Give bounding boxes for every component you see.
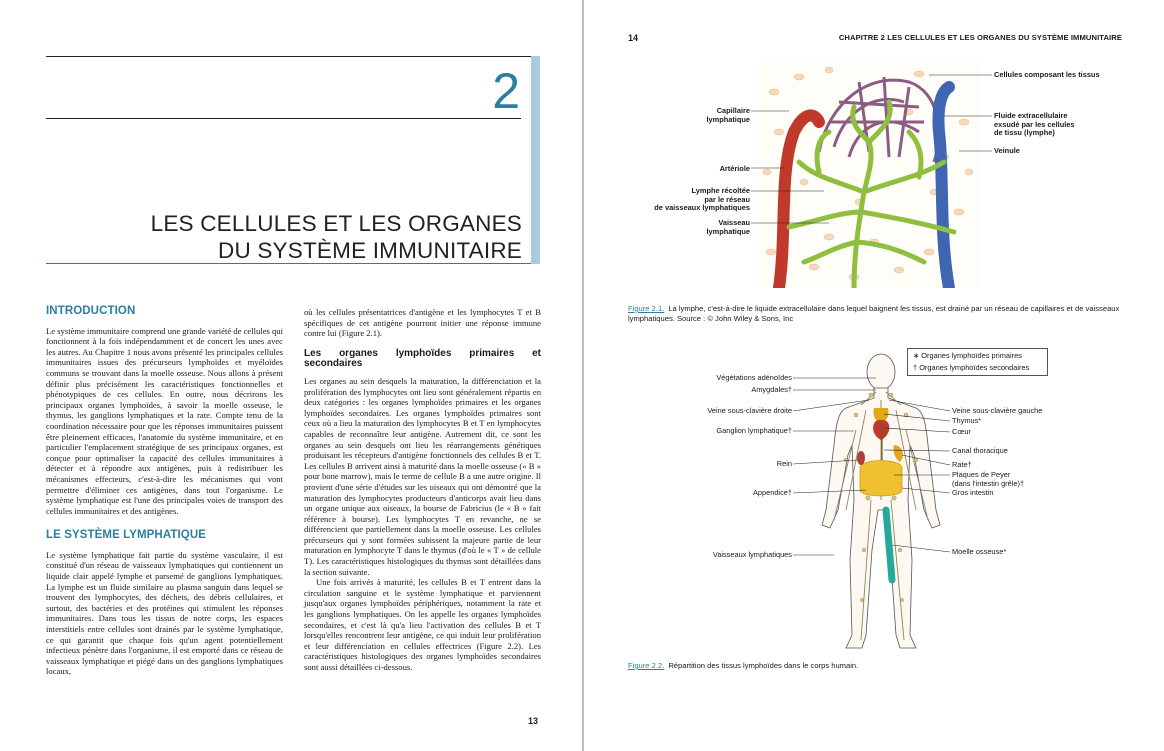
label-vaisseau-lymphatique: Vaisseau lymphatique [706, 218, 750, 236]
chapter-title [151, 210, 522, 264]
organs-heading: Les organes lymphoïdes primaires et secondaires [304, 347, 541, 370]
label-arteriole: Artériole [719, 164, 750, 173]
figure-2-2-leader-lines [584, 0, 1164, 700]
chapter-accent-bar [531, 56, 540, 264]
label-vegetations: Végétations adénoïdes [716, 373, 792, 382]
legend-secondary: † Organes lymphoïdes secondaires [913, 363, 1030, 372]
lymph-heading: LE SYSTÈME LYMPHATIQUE [46, 529, 207, 542]
col2-paragraph-1: où les cellules présentatrices d'antigène et les lymphocytes T et B spécifiques de cet antigène pourront initier une réponse immune contre lui (Figure 2.1). [304, 307, 541, 339]
label-coeur: Cœur [952, 427, 971, 436]
figure-2-2-caption [628, 661, 1126, 671]
label-rein: Rein [776, 459, 792, 468]
figure-2-1-caption-text: La lymphe, c'est-à-dire le liquide extracellulaire dans lequel baignent les tissus, est drainé par un réseau de capillaires et de vaisseaux lymphatiques. Source : © John Wiley & Sons, Inc [628, 304, 1120, 323]
label-canal: Canal thoracique [952, 446, 1008, 455]
label-fluide-extracellulaire: Fluide extracellulaire exsudé par les cellules de tissu (lymphe) [994, 111, 1075, 138]
chapter-mid-rule [46, 118, 521, 119]
label-veine-droite: Veine sous-clavière droite [707, 406, 792, 415]
label-rate: Rate† [952, 460, 972, 469]
chapter-title-rule [46, 263, 531, 264]
organs-paragraph-1: Les organes au sein desquels la maturation, la différenciation et la prolifération des lymphocytes ont lieu sont généralement répartis en deux catégories : les organes lymphoïdes primaires et les organes lymphoïdes secondaires. Les organes lymphoïdes primaires sont ceux où a lieu la maturation des lymphocytes B et T en lymphocytes capables de reconnaître leur antigène. Autrement dit, ce sont les organes au sein desquels ont lieu les réarrangements génétiques produisant les récepteurs d'antigène fonctionnels des cellules B et T. Les cellules B arrivent ainsi à maturité dans la moelle osseuse (« B » pour bone marrow), mais le terme de cellule B a une autre origine. Il provient d'une série d'études sur les oiseaux qui ont démontré que la maturation des lymphocytes producteurs d'anticorps avait lieu dans un organe unique aux oiseaux, la bourse de Fabricius (le « B » fait référence à bourse). Les lymphocytes T en revanche, ne se différencient que partiellement dans la moelle osseuse. Les cellules précurseurs qui y sont formées subissent la majeure partie de leur maturation en lymphocyte T dans le thymus (d'où le « T » de cellule T). Les caractéristiques histologiques du thymus sont détaillées dans la section suivante. [304, 375, 541, 577]
label-plaques: Plaques de Peyer (dans l'intestin grêle)† [952, 470, 1025, 488]
label-vaisseaux: Vaisseaux lymphatiques [712, 550, 792, 559]
intro-paragraph: Le système immunitaire comprend une grande variété de cellules qui fonctionnent à la fois indépendamment et de concert les unes avec les autres. Au Chapitre 1 nous avons présenté les principales cellules immunitaires issues des précurseurs lymphoïdes et myéloïdes communs se trouvant dans la moelle osseuse. Nous allons à présent définir plus précisément les caractéristiques fonctionnelles et phénotypiques de ces cellules. En outre, nous décrirons les principaux organes lymphoïdes, à savoir la moelle osseuse, le thymus, les ganglions lymphatiques et la rate. Compte tenu de la coordination nécessaire pour que les réponses immunitaires puissent être pleinement efficaces, l'anatomie du système immunitaire, et en particulier l'emplacement stratégique de ses principaux organes, est conçue pour optimaliser la capacité des cellules immunitaires à détecter et à répondre aux antigènes, puis à redistribuer les mécanismes effecteurs, c'est-à-dire les mécanismes qui vont permettre d'éliminer ces antigènes, dans tout l'organisme. Le système lymphatique est l'une des principales voies de transport des cellules immunitaires et des antigènes. [46, 325, 283, 516]
label-capillaire: Capillaire lymphatique [706, 106, 750, 124]
chapter-title-line2: DU SYSTÈME IMMUNITAIRE [218, 238, 522, 263]
label-veine-gauche: Veine sous-clavière gauche [952, 406, 1043, 415]
label-moelle: Moelle osseuse* [952, 547, 1007, 556]
text-column-1 [46, 306, 283, 677]
chapter-number: 2 [492, 63, 520, 119]
label-gros-intestin: Gros intestin [952, 488, 994, 497]
label-amygdales: Amygdales† [751, 385, 792, 394]
legend-primary: ∗ Organes lymphoïdes primaires [913, 351, 1022, 360]
page-number-left: 13 [528, 716, 539, 726]
label-appendice: Appendice† [752, 488, 792, 497]
right-page [584, 0, 1164, 751]
lymph-paragraph: Le système lymphatique fait partie du système vasculaire, il est constitué d'un réseau de vaisseaux lymphatiques qui contiennent un liquide clair appelé lymphe et parsemé de ganglions lymphatiques. La lymphe est un fluide similaire au plasma sanguin dans lequel se trouvent des lymphocytes, des déchets, des débris cellulaires, et surtout, des bactéries et des protéines qui stimulent les réponses immunitaires. Dans tous les tissus de notre corps, les espaces interstitiels entre cellules sont drainés par le système lymphatique, ce qui garantit que chaque fois qu'un agent potentiellement infectieux pénètre dans l'organisme, il est emporté dans ce réseau de vaisseaux lymphatique et piégé dans un des ganglions lymphatiques locaux, [46, 549, 283, 677]
running-header: CHAPITRE 2 LES CELLULES ET LES ORGANES DU SYSTÈME IMMUNITAIRE [838, 33, 1122, 42]
chapter-title-line1: LES CELLULES ET LES ORGANES [150, 211, 522, 236]
label-thymus: Thymus* [952, 416, 982, 425]
figure-2-1-ref[interactable]: Figure 2.1. [628, 304, 665, 313]
text-column-2 [304, 307, 541, 673]
label-cellules-tissus: Cellules composant les tissus [994, 70, 1100, 79]
figure-2-2-caption-text: Répartition des tissus lymphoïdes dans le corps humain. [668, 661, 859, 670]
intro-heading: INTRODUCTION [46, 305, 136, 317]
label-lymphe-recoltee: Lymphe récoltée par le réseau de vaisseaux lymphatiques [654, 186, 750, 213]
label-veinule: Veinule [994, 146, 1020, 155]
label-ganglion: Ganglion lymphatique† [716, 426, 792, 435]
figure-2-2-ref[interactable]: Figure 2.2. [628, 661, 665, 670]
organs-paragraph-2: Une fois arrivés à maturité, les cellules B et T entrent dans la circulation sanguine et le système lymphatique et parviennent jusqu'aux organes lymphoïdes périphériques, notamment la rate et les ganglions lymphatiques. On les appelle les organes lymphoïdes secondaires, et c'est là qu'a lieu l'activation des cellules B et T lorsqu'elles rencontrent leur antigène, ce qui induit leur prolifération et leur différenciation en cellules effectrices (Figure 2.2). Les caractéristiques histologiques des organes lymphoïdes secondaires sont aussi détaillées ci-dessous. [304, 577, 541, 672]
chapter-top-rule [46, 56, 531, 57]
page-number-right: 14 [628, 33, 639, 43]
